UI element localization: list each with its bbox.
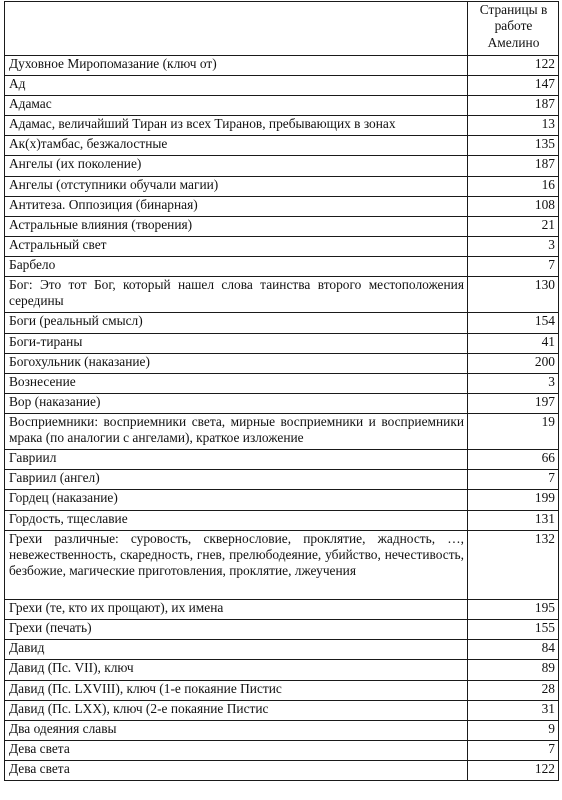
page-number-cell: 19 xyxy=(468,413,559,449)
page-number-cell: 7 xyxy=(468,470,559,490)
term-cell: Два одеяния славы xyxy=(5,720,468,740)
term-cell: Астральные влияния (творения) xyxy=(5,216,468,236)
page-number-cell: 28 xyxy=(468,680,559,700)
page-number-cell: 187 xyxy=(468,96,559,116)
term-cell: Давид (Пс. LXVIII), ключ (1-е покаяние Пистис xyxy=(5,680,468,700)
index-table xyxy=(4,1,559,781)
term-cell: Богохульник (наказание) xyxy=(5,353,468,373)
term-cell: Гордость, тщеславие xyxy=(5,510,468,530)
table-row xyxy=(5,196,559,216)
term-cell: Адамас, величайший Тиран из всех Тиранов, пребывающих в зонах xyxy=(5,116,468,136)
term-cell: Давид (Пс. VII), ключ xyxy=(5,660,468,680)
page-number-cell: 122 xyxy=(468,760,559,780)
table-row xyxy=(5,530,559,600)
table-row xyxy=(5,136,559,156)
table-row xyxy=(5,490,559,510)
table-row xyxy=(5,56,559,76)
page-number-cell: 21 xyxy=(468,216,559,236)
term-cell: Духовное Миропомазание (ключ от) xyxy=(5,56,468,76)
table-row xyxy=(5,156,559,176)
table-row xyxy=(5,450,559,470)
page-number-cell: 130 xyxy=(468,277,559,313)
table-row xyxy=(5,216,559,236)
term-cell: Восприемники: восприемники света, мирные восприемники и восприемники мрака (по аналогии с ангелами), краткое изложение xyxy=(5,413,468,449)
table-row xyxy=(5,277,559,313)
page-number-cell: 197 xyxy=(468,393,559,413)
table-row xyxy=(5,720,559,740)
table-row xyxy=(5,413,559,449)
term-cell: Ангелы (отступники обучали магии) xyxy=(5,176,468,196)
term-cell: Барбело xyxy=(5,256,468,276)
header-term-cell xyxy=(5,2,468,56)
table-body xyxy=(5,56,559,781)
term-cell: Вознесение xyxy=(5,373,468,393)
term-cell: Бог: Это тот Бог, который нашел слова таинства второго местоположения середины xyxy=(5,277,468,313)
table-row xyxy=(5,256,559,276)
table-row xyxy=(5,236,559,256)
table-row xyxy=(5,116,559,136)
term-cell: Гавриил (ангел) xyxy=(5,470,468,490)
page-number-cell: 31 xyxy=(468,700,559,720)
term-cell: Ад xyxy=(5,76,468,96)
table-row xyxy=(5,176,559,196)
page-number-cell: 135 xyxy=(468,136,559,156)
term-cell: Дева света xyxy=(5,760,468,780)
table-row xyxy=(5,313,559,333)
table-row xyxy=(5,96,559,116)
page-number-cell: 147 xyxy=(468,76,559,96)
page-number-cell: 108 xyxy=(468,196,559,216)
page-number-cell: 16 xyxy=(468,176,559,196)
table-row xyxy=(5,660,559,680)
term-cell: Ангелы (их поколение) xyxy=(5,156,468,176)
page-number-cell: 41 xyxy=(468,333,559,353)
page-number-cell: 195 xyxy=(468,600,559,620)
header-pages-cell: Страницы в работе Амелино xyxy=(468,2,559,56)
page-number-cell: 155 xyxy=(468,620,559,640)
table-row xyxy=(5,600,559,620)
page-number-cell: 3 xyxy=(468,373,559,393)
page-number-cell: 89 xyxy=(468,660,559,680)
page-number-cell: 122 xyxy=(468,56,559,76)
term-cell: Вор (наказание) xyxy=(5,393,468,413)
term-cell: Адамас xyxy=(5,96,468,116)
page-number-cell: 7 xyxy=(468,740,559,760)
term-cell: Астральный свет xyxy=(5,236,468,256)
term-cell: Гордец (наказание) xyxy=(5,490,468,510)
page-number-cell: 154 xyxy=(468,313,559,333)
page-number-cell: 9 xyxy=(468,720,559,740)
term-cell: Боги-тираны xyxy=(5,333,468,353)
table-row xyxy=(5,353,559,373)
term-cell: Гавриил xyxy=(5,450,468,470)
page-number-cell: 200 xyxy=(468,353,559,373)
page-number-cell: 84 xyxy=(468,640,559,660)
table-row xyxy=(5,510,559,530)
table-row xyxy=(5,393,559,413)
page-number-cell: 7 xyxy=(468,256,559,276)
page-number-cell: 66 xyxy=(468,450,559,470)
table-row xyxy=(5,620,559,640)
table-row xyxy=(5,76,559,96)
term-cell: Боги (реальный смысл) xyxy=(5,313,468,333)
page-number-cell: 199 xyxy=(468,490,559,510)
table-row xyxy=(5,470,559,490)
page-number-cell: 13 xyxy=(468,116,559,136)
page-number-cell: 3 xyxy=(468,236,559,256)
page-number-cell: 187 xyxy=(468,156,559,176)
table-row xyxy=(5,700,559,720)
term-cell: Давид xyxy=(5,640,468,660)
term-cell: Грехи (те, кто их прощают), их имена xyxy=(5,600,468,620)
page-number-cell: 131 xyxy=(468,510,559,530)
table-row xyxy=(5,680,559,700)
term-cell: Дева света xyxy=(5,740,468,760)
term-cell: Давид (Пс. LXX), ключ (2-е покаяние Пистис xyxy=(5,700,468,720)
term-cell: Антитеза. Оппозиция (бинарная) xyxy=(5,196,468,216)
table-row xyxy=(5,373,559,393)
table-header-row xyxy=(5,2,559,56)
page-number-cell: 132 xyxy=(468,530,559,600)
term-cell: Грехи различные: суровость, сквернословие, проклятие, жадность, …, невежественность, скаредность, гнев, прелюбодеяние, убийство, нечестивость, безбожие, магические приготовления, проклятие, лжеучения xyxy=(5,530,468,600)
table-row xyxy=(5,760,559,780)
table-row xyxy=(5,740,559,760)
term-cell: Грехи (печать) xyxy=(5,620,468,640)
table-row xyxy=(5,640,559,660)
table-row xyxy=(5,333,559,353)
term-cell: Ак(х)тамбас, безжалостные xyxy=(5,136,468,156)
